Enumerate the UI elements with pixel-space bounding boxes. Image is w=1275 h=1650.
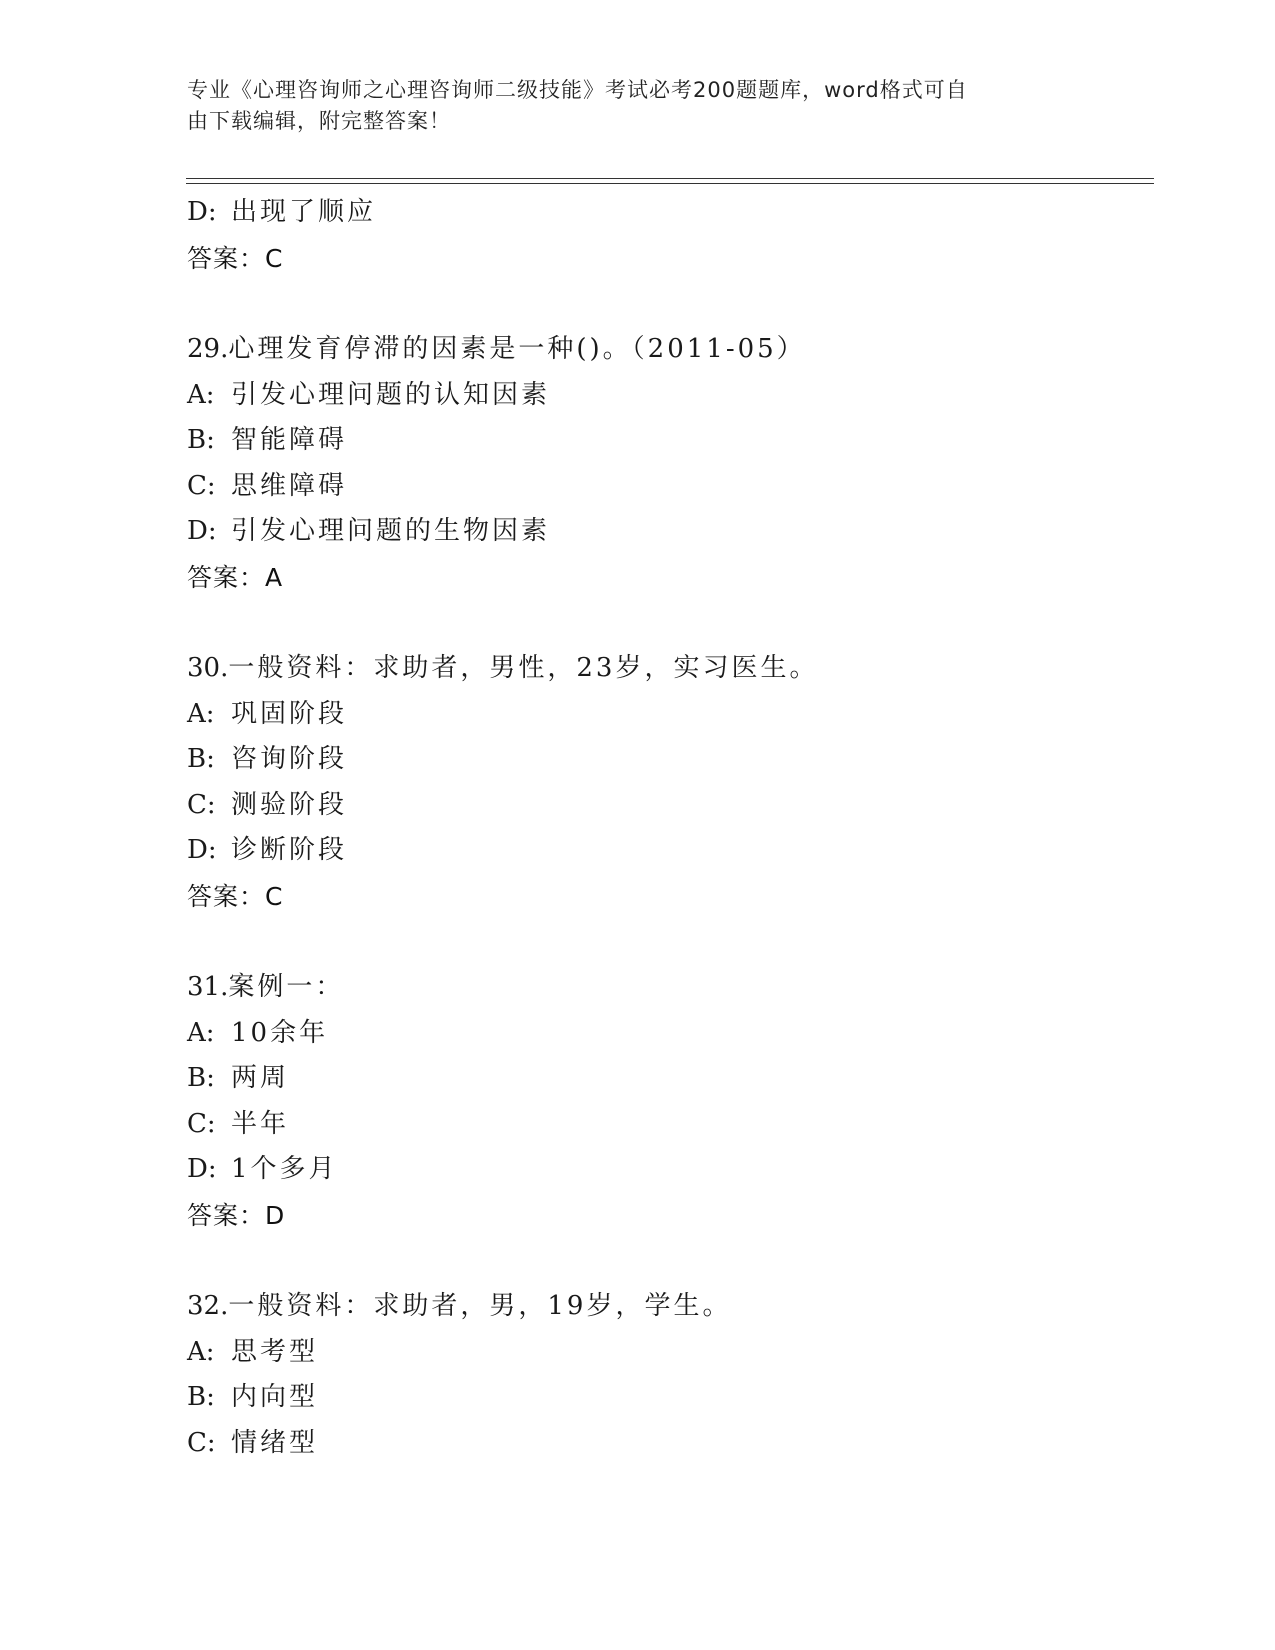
answer-label: 答案： <box>187 243 266 273</box>
option-text: 诊断阶段 <box>231 835 348 865</box>
question-number: 31. <box>187 972 229 1002</box>
option-text: 两周 <box>231 1063 290 1093</box>
option-text: 巩固阶段 <box>231 698 348 729</box>
option-letter: D: <box>187 1154 217 1184</box>
option-row <box>187 1102 1147 1148</box>
option-row <box>187 1011 1147 1057</box>
option-text: 智能障碍 <box>231 425 348 455</box>
option-row <box>187 1330 1147 1376</box>
option-letter: D: <box>187 835 217 865</box>
answer-value: C <box>265 881 284 911</box>
option-row <box>187 828 1147 874</box>
option-row <box>187 1056 1147 1102</box>
question-stem <box>187 965 1147 1011</box>
option-row <box>187 190 1147 236</box>
header-divider-bottom <box>186 183 1154 184</box>
option-text: 半年 <box>231 1108 290 1139</box>
option-row <box>187 692 1147 738</box>
option-row <box>187 1375 1147 1421</box>
option-letter: A: <box>187 379 215 410</box>
option-row <box>187 783 1147 829</box>
option-row <box>187 1147 1147 1193</box>
option-text: 思考型 <box>231 1336 319 1367</box>
answer-value: A <box>265 562 284 592</box>
header-divider-top <box>186 178 1154 179</box>
question-text: 心理发育停滞的因素是一种()。（2011-05） <box>228 334 806 364</box>
question-number: 32. <box>187 1291 229 1321</box>
option-letter: A: <box>187 1336 215 1367</box>
answer-row <box>187 236 1147 282</box>
header-line-1: 专业《心理咨询师之心理咨询师二级技能》考试必考200题题库，word格式可自 <box>187 78 968 102</box>
question-list <box>187 190 1147 1466</box>
option-row <box>187 737 1147 783</box>
option-letter: C: <box>187 789 216 820</box>
option-row <box>187 1421 1147 1467</box>
answer-label: 答案： <box>187 881 266 911</box>
option-letter: C: <box>187 1108 216 1139</box>
option-letter: D: <box>187 197 217 227</box>
option-letter: B: <box>187 1063 215 1093</box>
answer-value: D <box>265 1200 286 1230</box>
option-letter: B: <box>187 1382 215 1412</box>
header-line-2: 由下载编辑，附完整答案！ <box>187 109 451 133</box>
answer-row <box>187 555 1147 601</box>
answer-value: C <box>265 243 284 273</box>
option-letter: C: <box>187 470 216 501</box>
answer-label: 答案： <box>187 1200 266 1230</box>
option-row <box>187 464 1147 510</box>
question-stem <box>187 1284 1147 1330</box>
option-letter: D: <box>187 516 217 546</box>
option-text: 1个多月 <box>231 1154 338 1184</box>
option-row <box>187 509 1147 555</box>
option-text: 引发心理问题的认知因素 <box>231 379 551 410</box>
option-text: 引发心理问题的生物因素 <box>231 516 551 546</box>
question-number: 30. <box>187 653 229 683</box>
option-text: 10余年 <box>231 1017 329 1048</box>
option-letter: C: <box>187 1427 216 1458</box>
option-letter: B: <box>187 425 215 455</box>
answer-row <box>187 874 1147 920</box>
question-text: 一般资料：求助者，男性，23岁，实习医生。 <box>228 653 819 683</box>
option-letter: A: <box>187 698 215 729</box>
option-letter: A: <box>187 1017 215 1048</box>
option-text: 情绪型 <box>231 1427 319 1458</box>
option-text: 测验阶段 <box>231 789 348 820</box>
option-row <box>187 418 1147 464</box>
option-row <box>187 373 1147 419</box>
question-stem <box>187 646 1147 692</box>
answer-row <box>187 1193 1147 1239</box>
option-text: 出现了顺应 <box>231 197 377 227</box>
answer-label: 答案： <box>187 562 266 592</box>
question-number: 29. <box>187 334 229 364</box>
document-header <box>187 75 1087 137</box>
option-text: 内向型 <box>231 1382 319 1412</box>
question-text: 案例一： <box>228 972 345 1002</box>
option-letter: B: <box>187 744 215 774</box>
option-text: 咨询阶段 <box>231 744 348 774</box>
option-text: 思维障碍 <box>231 470 348 501</box>
question-text: 一般资料：求助者，男，19岁，学生。 <box>228 1291 732 1321</box>
question-stem <box>187 327 1147 373</box>
